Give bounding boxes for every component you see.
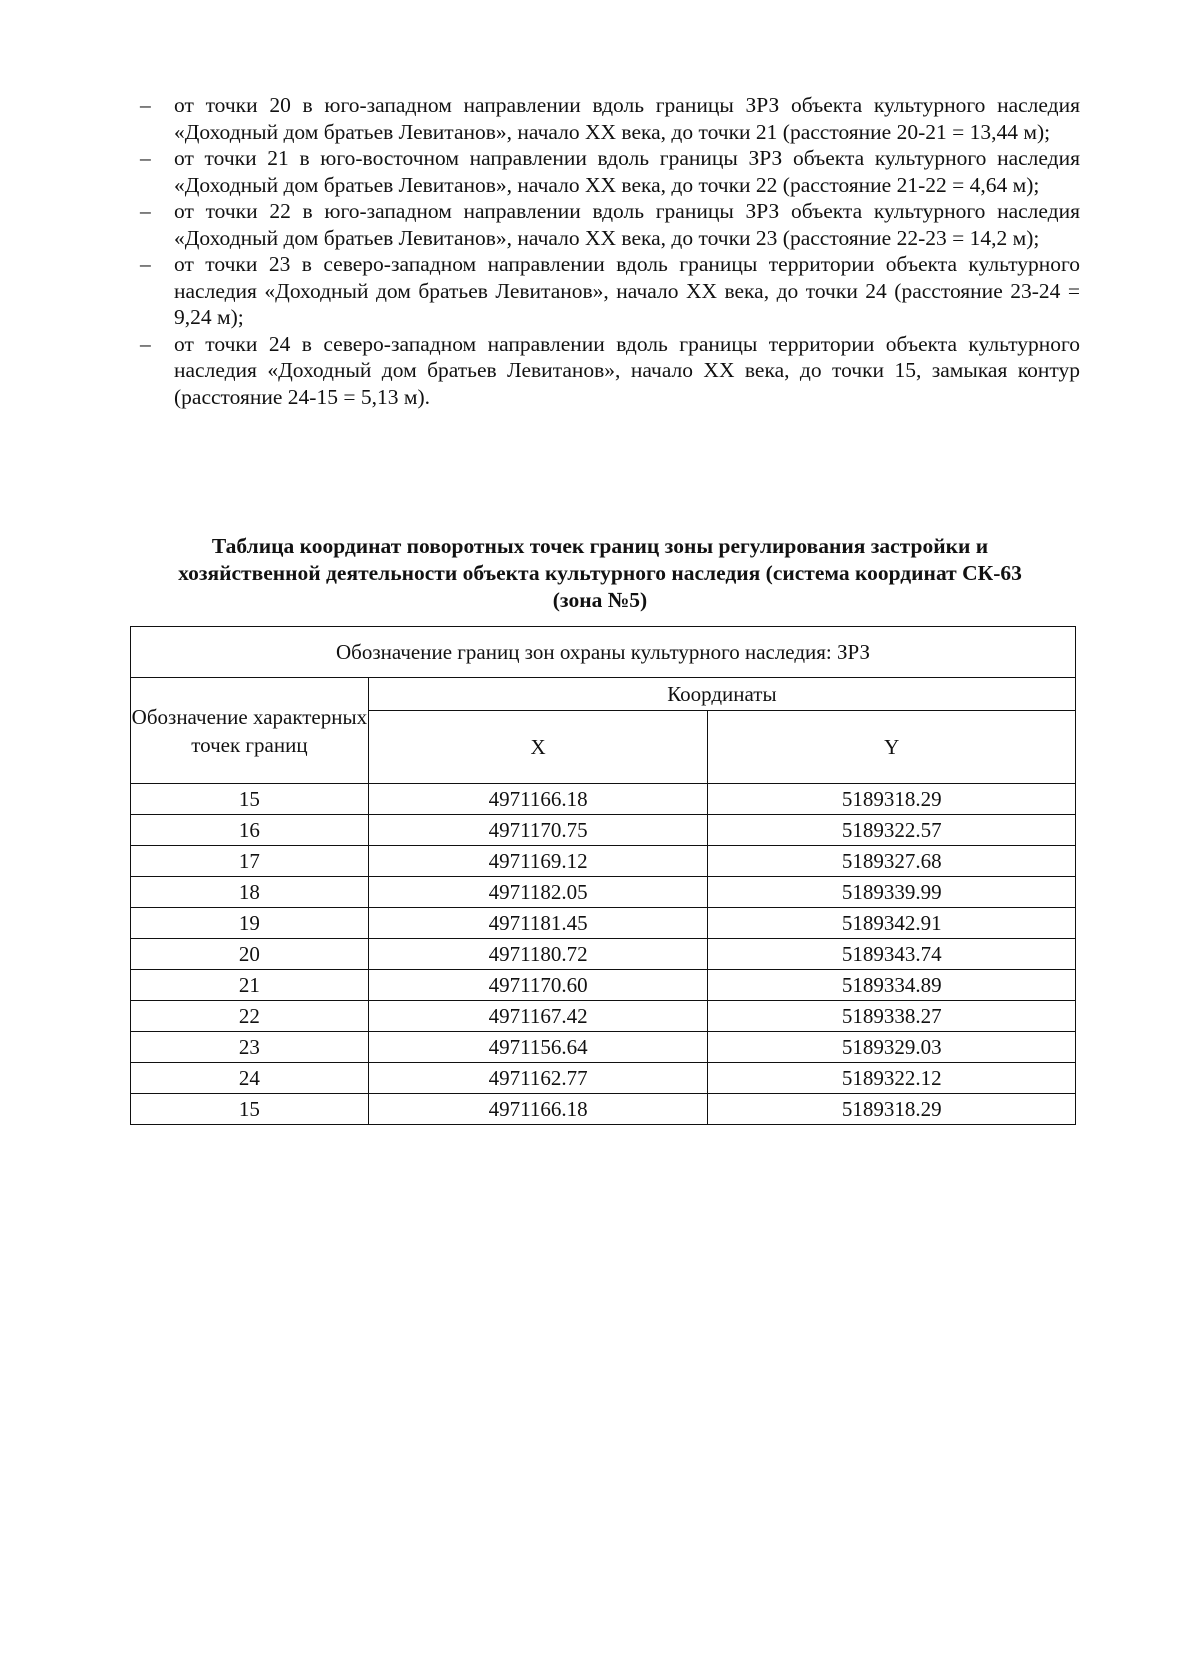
bullet-dash: – [140, 331, 151, 356]
x-cell: 4971181.45 [368, 908, 708, 939]
point-cell: 19 [131, 908, 369, 939]
point-cell: 22 [131, 1001, 369, 1032]
table-row [131, 1001, 1076, 1032]
y-cell: 5189318.29 [708, 1094, 1076, 1125]
x-cell: 4971156.64 [368, 1032, 708, 1063]
x-cell: 4971166.18 [368, 784, 708, 815]
table-row [131, 939, 1076, 970]
y-cell: 5189342.91 [708, 908, 1076, 939]
table-row [131, 846, 1076, 877]
point-cell: 20 [131, 939, 369, 970]
x-column-header: X [368, 711, 708, 784]
table-row [131, 970, 1076, 1001]
x-cell: 4971182.05 [368, 877, 708, 908]
bullet-text: от точки 24 в северо-западном направлении вдоль границы территории объекта культурного наследия «Доходный дом братьев Левитанов», начало XX века, до точки 15, замыкая контур (расстояние 24-15 = 5,13 м). [174, 331, 1080, 409]
x-cell: 4971167.42 [368, 1001, 708, 1032]
y-cell: 5189322.57 [708, 815, 1076, 846]
table-caption-row [131, 627, 1076, 678]
table-row [131, 1094, 1076, 1125]
point-column-header [131, 678, 369, 784]
boundary-description-list [140, 92, 1080, 410]
y-cell: 5189329.03 [708, 1032, 1076, 1063]
point-cell: 18 [131, 877, 369, 908]
table-row [131, 784, 1076, 815]
bullet-item [140, 92, 1080, 145]
point-column-header-text: Обозначение характерных точек границ [131, 704, 368, 757]
x-cell: 4971166.18 [368, 1094, 708, 1125]
y-cell: 5189327.68 [708, 846, 1076, 877]
bullet-dash: – [140, 199, 151, 223]
bullet-text: от точки 23 в северо-западном направлении вдоль границы территории объекта культурного наследия «Доходный дом братьев Левитанов», начало XX века, до точки 24 (расстояние 23-24 = 9,24 м); [174, 252, 1080, 329]
point-cell: 15 [131, 784, 369, 815]
table-row [131, 1063, 1076, 1094]
bullet-text: от точки 21 в юго-восточном направлении вдоль границы ЗРЗ объекта культурного наследия «Доходный дом братьев Левитанов», начало XX века, до точки 22 (расстояние 21-22 = 4,64 м); [174, 146, 1080, 197]
y-cell: 5189334.89 [708, 970, 1076, 1001]
point-cell: 15 [131, 1094, 369, 1125]
bullet-text: от точки 22 в юго-западном направлении вдоль границы ЗРЗ объекта культурного наследия «Доходный дом братьев Левитанов», начало XX века, до точки 23 (расстояние 22-23 = 14,2 м); [174, 199, 1080, 250]
x-cell: 4971180.72 [368, 939, 708, 970]
table-row [131, 908, 1076, 939]
table-title-line: (зона №5) [552, 588, 648, 612]
table-title-line: Таблица координат поворотных точек границ зоны регулирования застройки и [211, 534, 989, 558]
coordinates-header: Координаты [368, 678, 1075, 711]
bullet-dash: – [140, 252, 151, 276]
point-cell: 17 [131, 846, 369, 877]
coordinates-table [130, 626, 1076, 1125]
table-caption: Обозначение границ зон охраны культурного наследия: ЗРЗ [131, 627, 1076, 678]
bullet-item [140, 251, 1080, 331]
y-cell: 5189343.74 [708, 939, 1076, 970]
bullet-text: от точки 20 в юго-западном направлении вдоль границы ЗРЗ объекта культурного наследия «Доходный дом братьев Левитанов», начало XX века, до точки 21 (расстояние 20-21 = 13,44 м); [174, 93, 1080, 144]
bullet-item [140, 145, 1080, 198]
y-cell: 5189322.12 [708, 1063, 1076, 1094]
y-cell: 5189338.27 [708, 1001, 1076, 1032]
x-cell: 4971169.12 [368, 846, 708, 877]
x-cell: 4971170.75 [368, 815, 708, 846]
table-row [131, 1032, 1076, 1063]
y-cell: 5189318.29 [708, 784, 1076, 815]
y-column-header: Y [708, 711, 1076, 784]
point-cell: 24 [131, 1063, 369, 1094]
point-cell: 16 [131, 815, 369, 846]
point-cell: 23 [131, 1032, 369, 1063]
bullet-item [140, 331, 1080, 411]
y-cell: 5189339.99 [708, 877, 1076, 908]
point-cell: 21 [131, 970, 369, 1001]
table-title-line: хозяйственной деятельности объекта культурного наследия (система координат СК-63 [178, 561, 1022, 585]
bullet-dash: – [140, 146, 151, 170]
bullet-dash: – [140, 93, 151, 117]
bullet-item [140, 198, 1080, 251]
table-title [130, 533, 1070, 614]
table-row [131, 815, 1076, 846]
table-row [131, 877, 1076, 908]
x-cell: 4971170.60 [368, 970, 708, 1001]
table-header-row [131, 678, 1076, 711]
x-cell: 4971162.77 [368, 1063, 708, 1094]
